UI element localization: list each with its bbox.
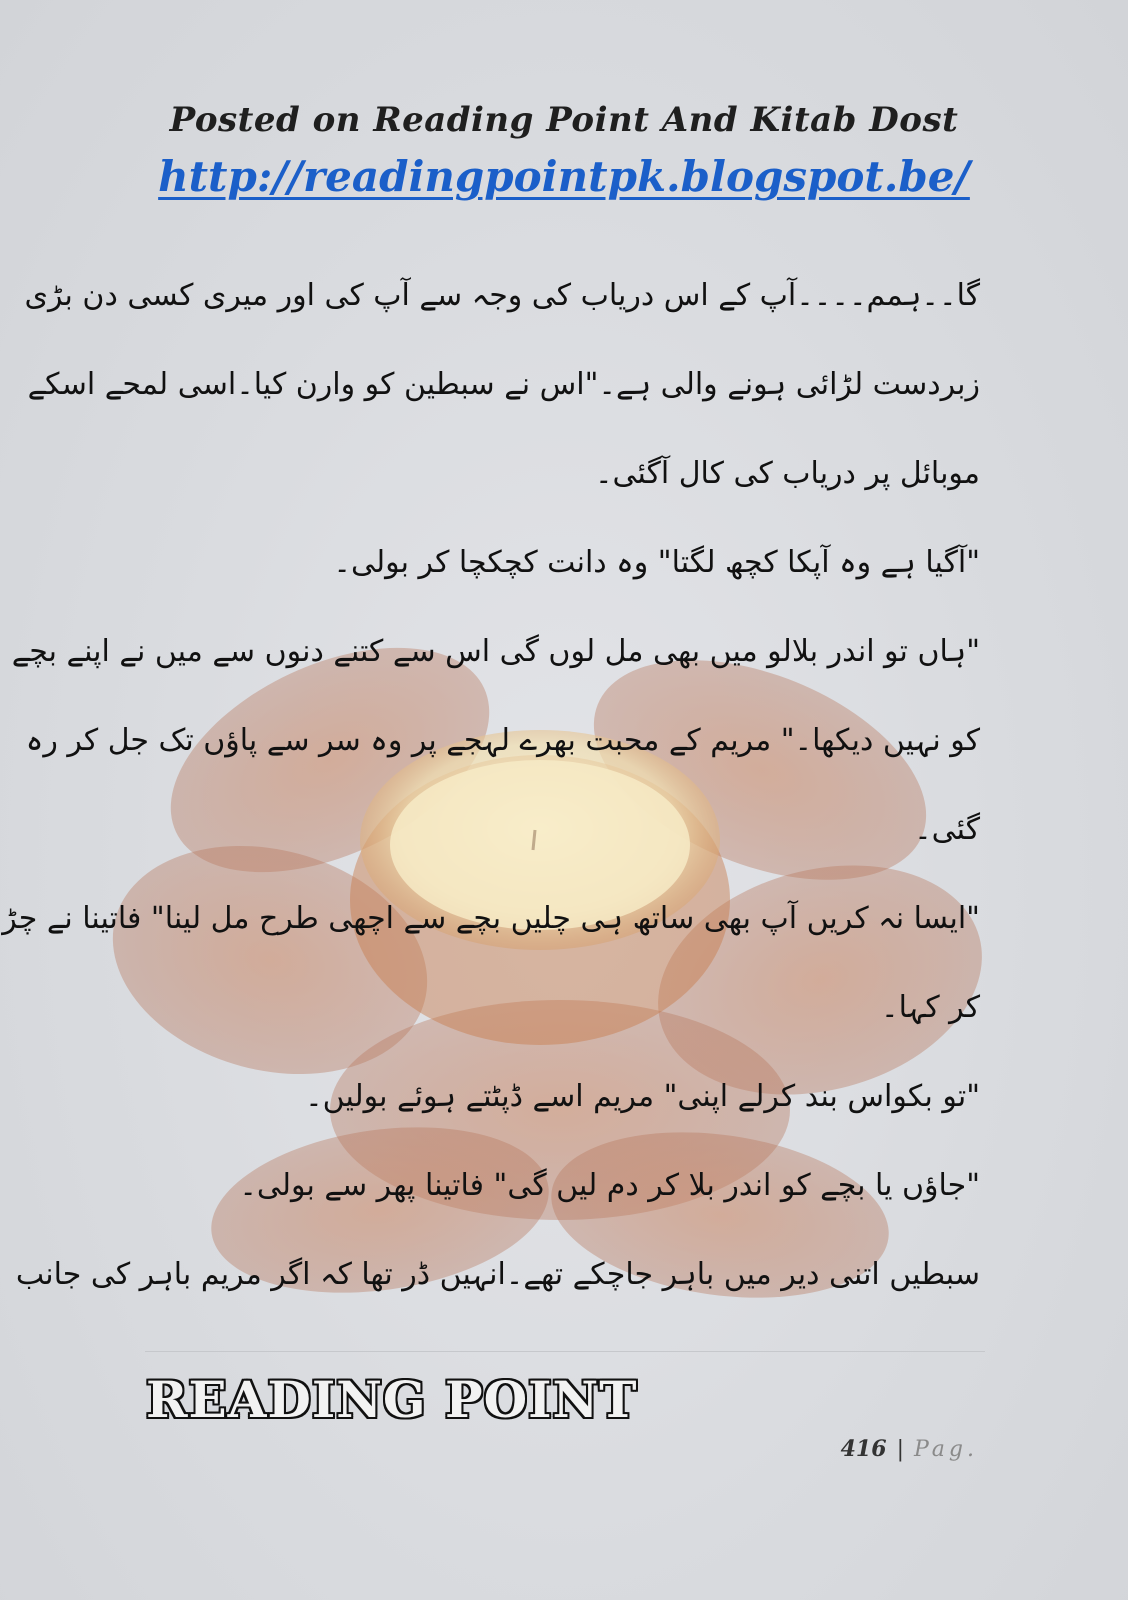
page-label: Pag. — [913, 1437, 978, 1462]
text-line-5: "ہاں تو اندر بلالو میں بھی مل لوں گی اس سے کتنے دنوں سے میں نے اپنے بچے — [11, 634, 980, 669]
text-line-2: زبردست لڑائی ہونے والی ہے۔"اس نے سبطین کو وارن کیا۔اسی لمحے اسکے — [27, 367, 980, 402]
page-number-value: 416 — [840, 1436, 887, 1462]
text-line-4: "آگیا ہے وہ آپکا کچھ لگتا" وہ دانت کچکچا کر بولی۔ — [333, 545, 980, 580]
posted-on-header: Posted on Reading Point And Kitab Dost — [169, 100, 959, 140]
reading-point-brand: READING POINT — [146, 1370, 638, 1429]
text-line-8: "ایسا نہ کریں آپ بھی ساتھ ہی چلیں بچے سے اچھی طرح مل لینا" فاتینا نے چڑ — [2, 901, 980, 936]
text-line-9: کر کہا۔ — [881, 990, 980, 1025]
text-line-10: "تو بکواس بند کرلے اپنی" مریم اسے ڈپٹتے ہوئے بولیں۔ — [305, 1079, 980, 1114]
text-line-1: گا۔۔ہمم۔۔۔۔آپ کے اس دریاب کی وجہ سے آپ کی اور میری کسی دن بڑی — [24, 278, 980, 313]
text-line-7: گئی۔ — [914, 812, 980, 847]
footer-divider — [145, 1351, 985, 1352]
page-number-separator: | — [896, 1437, 904, 1462]
blog-url-link[interactable]: http://readingpointpk.blogspot.be/ — [158, 152, 970, 201]
urdu-body-text — [2, 258, 980, 1326]
text-line-11: "جاؤں یا بچے کو اندر بلا کر دم لیں گی" فاتینا پھر سے بولی۔ — [239, 1168, 980, 1203]
text-line-6: کو نہیں دیکھا۔" مریم کے محبت بھرے لہجے پر وہ سر سے پاؤں تک جل کر رہ — [25, 723, 980, 758]
text-line-3: موبائل پر دریاب کی کال آگئی۔ — [594, 456, 980, 491]
page-number — [841, 1436, 978, 1462]
text-line-12: سبطیں اتنی دیر میں باہر جاچکے تھے۔انہیں ڈر تھا کہ اگر مریم باہر کی جانب — [15, 1257, 980, 1292]
